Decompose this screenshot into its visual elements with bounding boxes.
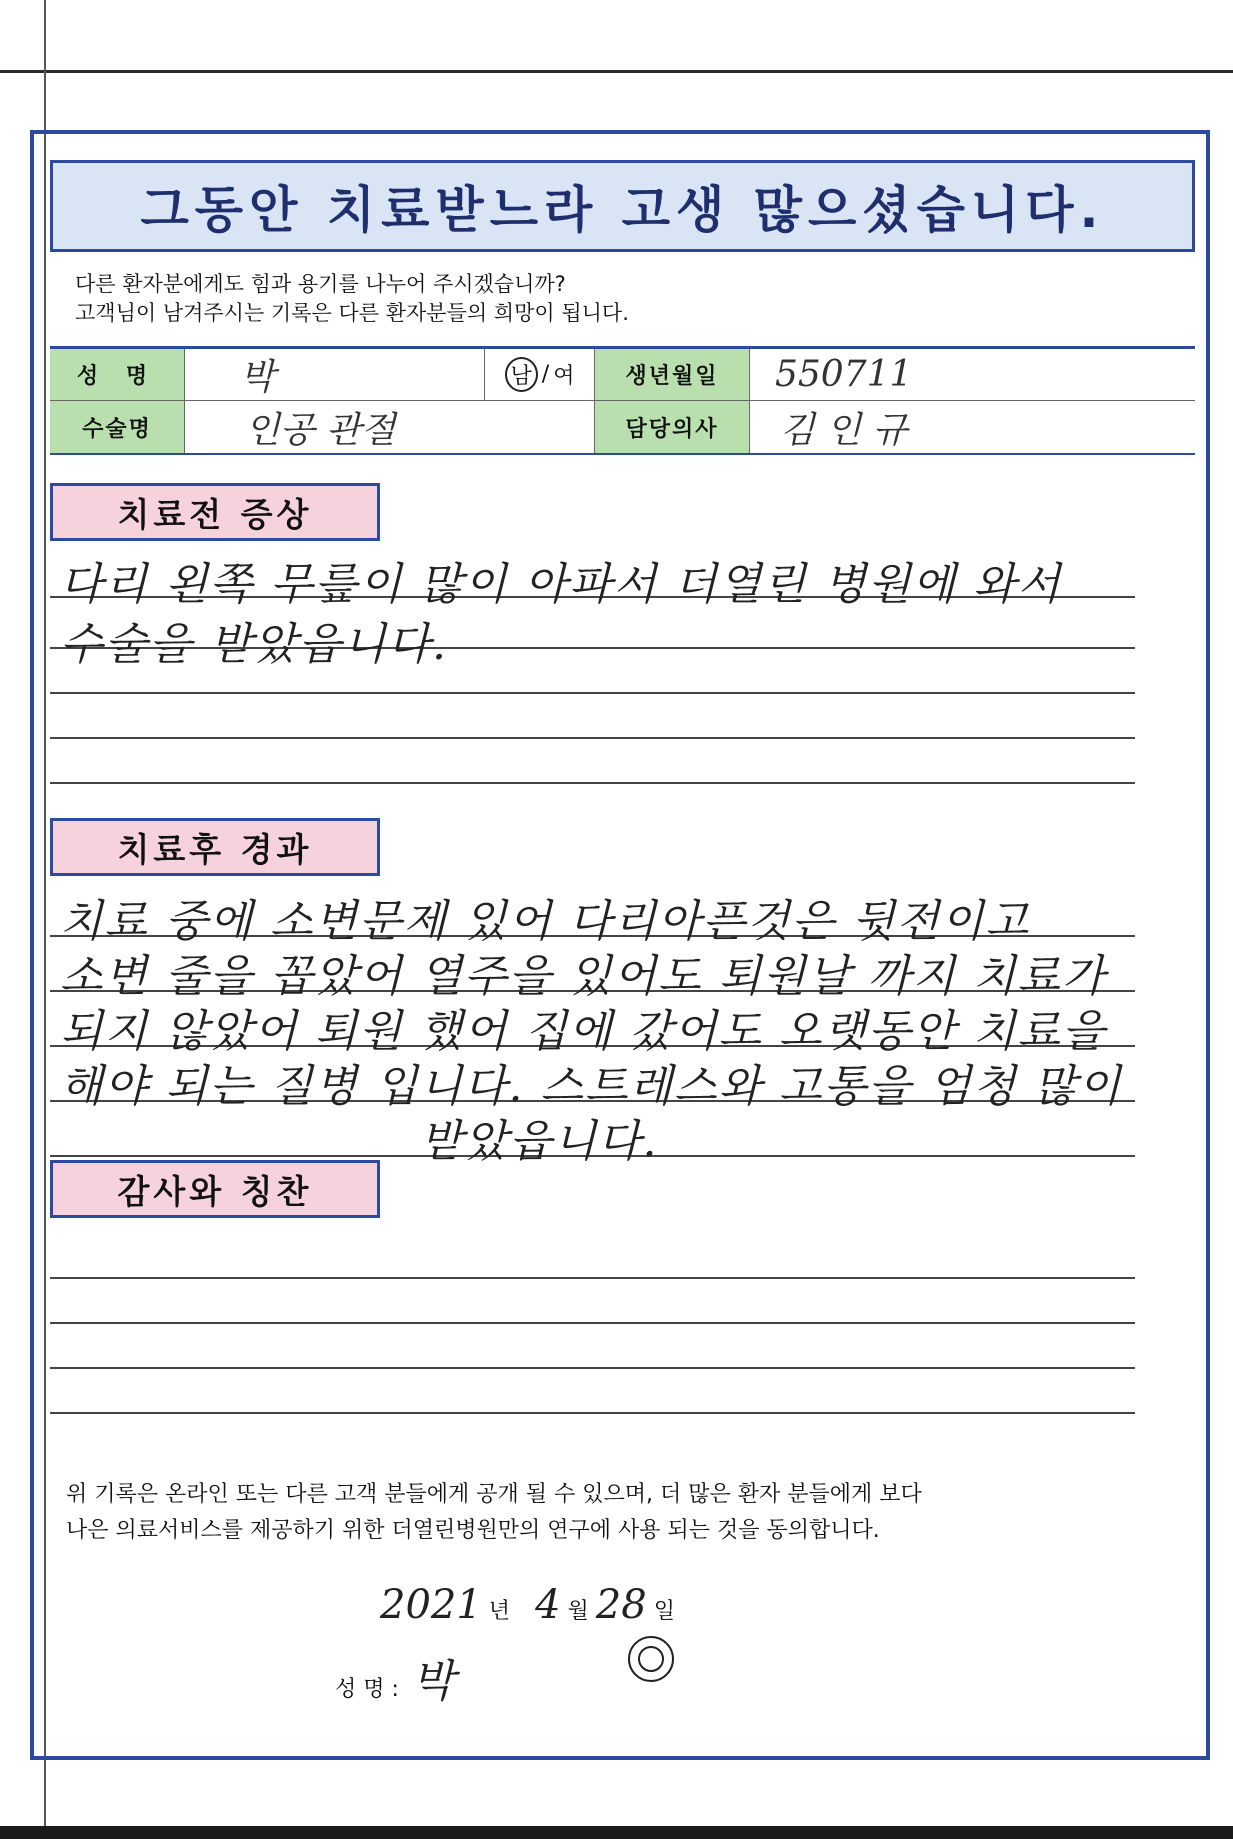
scan-bottom-edge <box>0 1826 1233 1839</box>
writing-line <box>50 782 1135 784</box>
gender-male-selected: 남 <box>505 357 538 392</box>
date-year: 2021 <box>380 1582 482 1628</box>
name-value: 박 <box>185 349 485 401</box>
name-label: 성 명 <box>50 349 185 401</box>
date-year-unit: 년 <box>488 1599 511 1624</box>
date-day: 28 <box>595 1582 647 1628</box>
writing-line <box>50 737 1135 739</box>
signature-value: 박 <box>411 1656 455 1707</box>
doctor-label: 담당의사 <box>595 401 750 453</box>
intro-line-1: 다른 환자분에게도 힘과 용기를 나누어 주시겠습니까? <box>75 272 566 296</box>
after-text-line-4: 해야 되는 질병 입니다. 스트레스와 고통을 엄청 많이 <box>60 1061 1123 1112</box>
date-line <box>380 1582 675 1628</box>
signature-label: 성 명 : <box>335 1677 399 1702</box>
before-heading <box>50 483 380 541</box>
writing-line <box>50 1367 1135 1369</box>
thanks-heading-text: 감사와 칭찬 <box>117 1171 313 1211</box>
after-heading <box>50 818 380 876</box>
gender-separator: / <box>541 362 550 387</box>
after-text-line-2: 소변 줄을 꼽았어 열주을 있어도 퇴원날 까지 치료가 <box>60 951 1107 1002</box>
birth-label: 생년월일 <box>595 349 750 401</box>
before-text-line-2: 수술을 받았읍니다. <box>60 619 449 670</box>
seal-stamp-icon <box>628 1636 674 1682</box>
writing-line <box>50 692 1135 694</box>
date-month-unit: 월 <box>567 1599 589 1624</box>
after-text-line-3: 되지 않았어 퇴원 했어 집에 갔어도 오랫동안 치료을 <box>60 1006 1107 1057</box>
consent-line-2: 나은 의료서비스를 제공하기 위한 더열린병원만의 연구에 사용 되는 것을 동의합니다. <box>66 1518 880 1543</box>
gender-field <box>485 349 595 401</box>
writing-line <box>50 1277 1135 1279</box>
thanks-heading <box>50 1160 380 1218</box>
page-title: 그동안 치료받느라 고생 많으셨습니다. <box>140 181 1105 239</box>
intro-line-2: 고객님이 남겨주시는 기록은 다른 환자분들의 희망이 됩니다. <box>75 301 629 325</box>
gender-female: 여 <box>553 364 575 389</box>
consent-line-1: 위 기록은 온라인 또는 다른 고객 분들에게 공개 될 수 있으며, 더 많은 환자 분들에게 보다 <box>66 1482 922 1507</box>
before-heading-text: 치료전 증상 <box>117 494 313 534</box>
before-text-line-1: 다리 왼쪽 무릎이 많이 아파서 더열린 병원에 와서 <box>60 559 1062 610</box>
scan-top-margin <box>0 0 1233 73</box>
after-text-line-5: 받았읍니다. <box>420 1116 659 1167</box>
writing-line <box>50 1412 1135 1414</box>
doctor-value: 김 인 규 <box>780 409 908 451</box>
writing-line <box>50 1322 1135 1324</box>
after-text-line-1: 치료 중에 소변문제 있어 다리아픈것은 뒷전이고 <box>60 896 1031 947</box>
title-banner <box>50 160 1195 252</box>
date-month: 4 <box>535 1582 561 1628</box>
date-day-unit: 일 <box>653 1599 675 1624</box>
after-heading-text: 치료후 경과 <box>117 829 313 869</box>
birth-value: 550711 <box>750 349 1195 401</box>
signature-line <box>335 1645 454 1709</box>
surgery-value: 인공 관절 <box>185 401 595 453</box>
surgery-label: 수술명 <box>50 401 185 453</box>
patient-info-table <box>50 346 1195 455</box>
